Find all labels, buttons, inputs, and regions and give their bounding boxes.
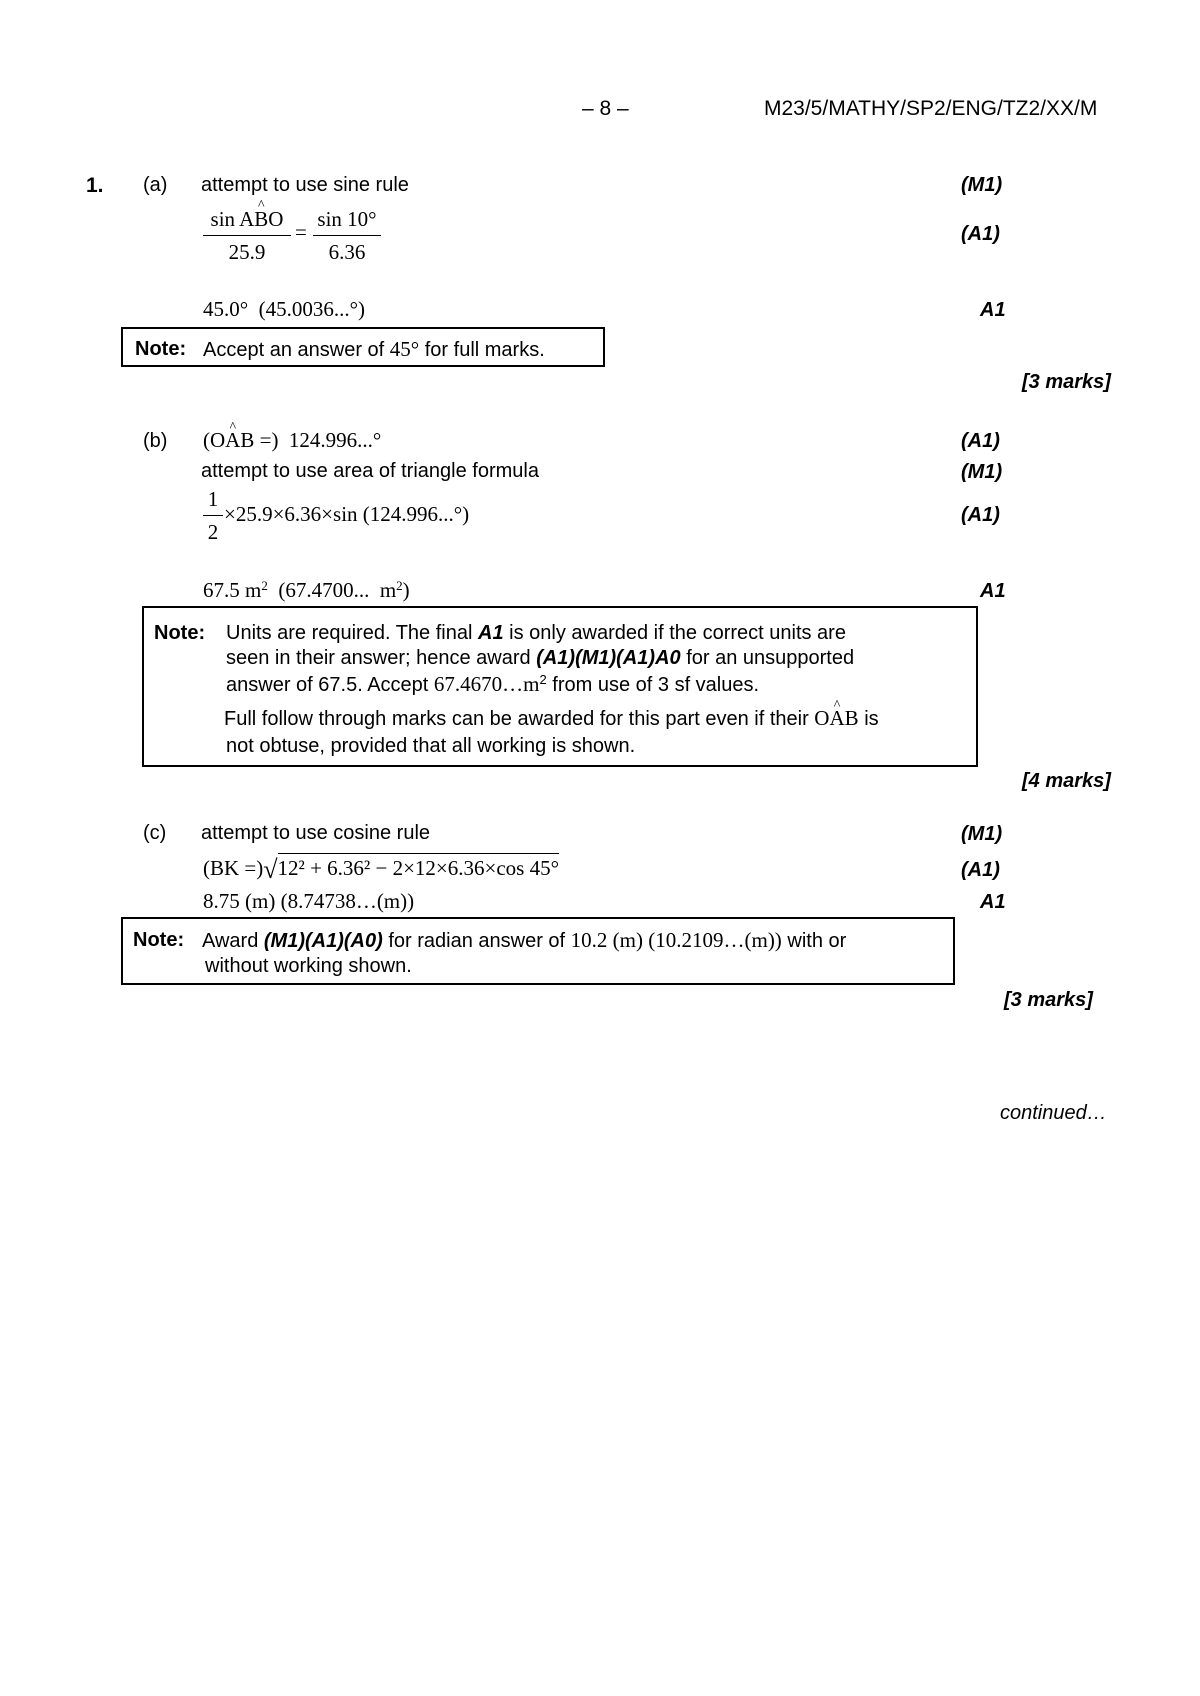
part-c-step1-text: attempt to use cosine rule (201, 822, 431, 844)
equals-sign: = (295, 220, 307, 244)
part-b-answer: 67.5 $m^2$ (67.4700... $m^2$) (203, 578, 410, 602)
continued-label: continued… (1000, 1102, 1107, 1124)
fraction-numerator: 1 (207, 487, 219, 511)
part-b-step1: (O^ AB =) 124.996...° (203, 430, 381, 451)
part-a-label: (a) (143, 174, 168, 196)
part-a-total-marks: [3 marks] (1022, 371, 1111, 393)
part-b-step2-mark: (M1) (961, 461, 1003, 483)
hat-accent: ^ A (829, 708, 844, 729)
part-c-step2-mark: (A1) (961, 859, 1000, 881)
sqrt-icon: √ (263, 855, 278, 884)
part-c-step2: (BK =)√12² + 6.36² − 2×12×6.36×cos 45° (203, 855, 559, 884)
part-c-step1-mark: (M1) (961, 823, 1003, 845)
note-label: Note: (154, 622, 206, 644)
note-line-5: not obtuse, provided that all working is shown. (226, 735, 636, 757)
note-line-4: Full follow through marks can be awarded for this part even if their O^ AB is (224, 708, 879, 729)
part-b-step2-text: attempt to use area of triangle formula (201, 460, 539, 482)
part-b-total-marks: [4 marks] (1022, 770, 1111, 792)
part-c-answer: 8.75 (m) (8.74738…(m)) (203, 889, 415, 913)
fraction-denominator: 2 (207, 520, 219, 544)
part-c-note-box (121, 917, 955, 985)
question-number: 1. (86, 174, 104, 197)
hat-accent: ^ A (225, 430, 240, 451)
page-number: – 8 – (582, 97, 629, 120)
part-b-step3-mark: (A1) (961, 504, 1000, 526)
note-line-3: answer of 67.5. Accept $67.4670\dots m^2$ from use of 3 sf values. (226, 672, 760, 696)
note-line-2: seen in their answer; hence award (A1)(M1)(A1)A0 for an unsupported (226, 647, 855, 669)
fraction-bar (203, 235, 291, 236)
note-line-1: Award (M1)(A1)(A0) for radian answer of 10.2 (m) (10.2109…(m)) with or (202, 928, 847, 952)
part-a-answer-mark: A1 (980, 299, 1006, 321)
fraction-numerator: sin 10° (317, 207, 377, 231)
sine-rule-fraction-left (203, 207, 291, 265)
part-a-step1-mark: (M1) (961, 174, 1003, 196)
part-a-step1-text: attempt to use sine rule (201, 174, 409, 196)
part-b-step1-mark: (A1) (961, 430, 1000, 452)
part-b-step3-expr: ×25.9×6.36×sin (124.996...°) (224, 502, 470, 526)
sine-rule-fraction-right (313, 207, 381, 265)
fraction-bar (313, 235, 381, 236)
part-c-answer-mark: A1 (980, 891, 1006, 913)
fraction-denominator: 6.36 (328, 240, 366, 264)
part-b-note-box (142, 606, 978, 767)
fraction-bar (203, 515, 223, 516)
note-line-1: Units are required. The final A1 is only awarded if the correct units are (226, 622, 846, 644)
paper-code: M23/5/MATHY/SP2/ENG/TZ2/XX/M (764, 97, 1098, 120)
fraction-numerator: sin A^ BO (203, 207, 291, 232)
hat-accent: ^ B (254, 207, 268, 232)
note-text: Accept an answer of 45° for full marks. (203, 337, 545, 361)
part-a-answer: 45.0° (45.0036...°) (203, 297, 366, 321)
half-fraction (203, 487, 223, 545)
part-a-step2-mark: (A1) (961, 223, 1000, 245)
part-c-label: (c) (143, 822, 167, 844)
note-label: Note: (133, 929, 185, 951)
part-b-label: (b) (143, 430, 168, 452)
part-c-total-marks: [3 marks] (1004, 989, 1093, 1011)
note-label: Note: (135, 338, 187, 360)
radicand: 12² + 6.36² − 2×12×6.36×cos 45° (278, 853, 559, 880)
part-a-note-box (121, 327, 605, 367)
fraction-denominator: 25.9 (228, 240, 266, 264)
part-b-answer-mark: A1 (980, 580, 1006, 602)
note-line-2: without working shown. (205, 955, 412, 977)
